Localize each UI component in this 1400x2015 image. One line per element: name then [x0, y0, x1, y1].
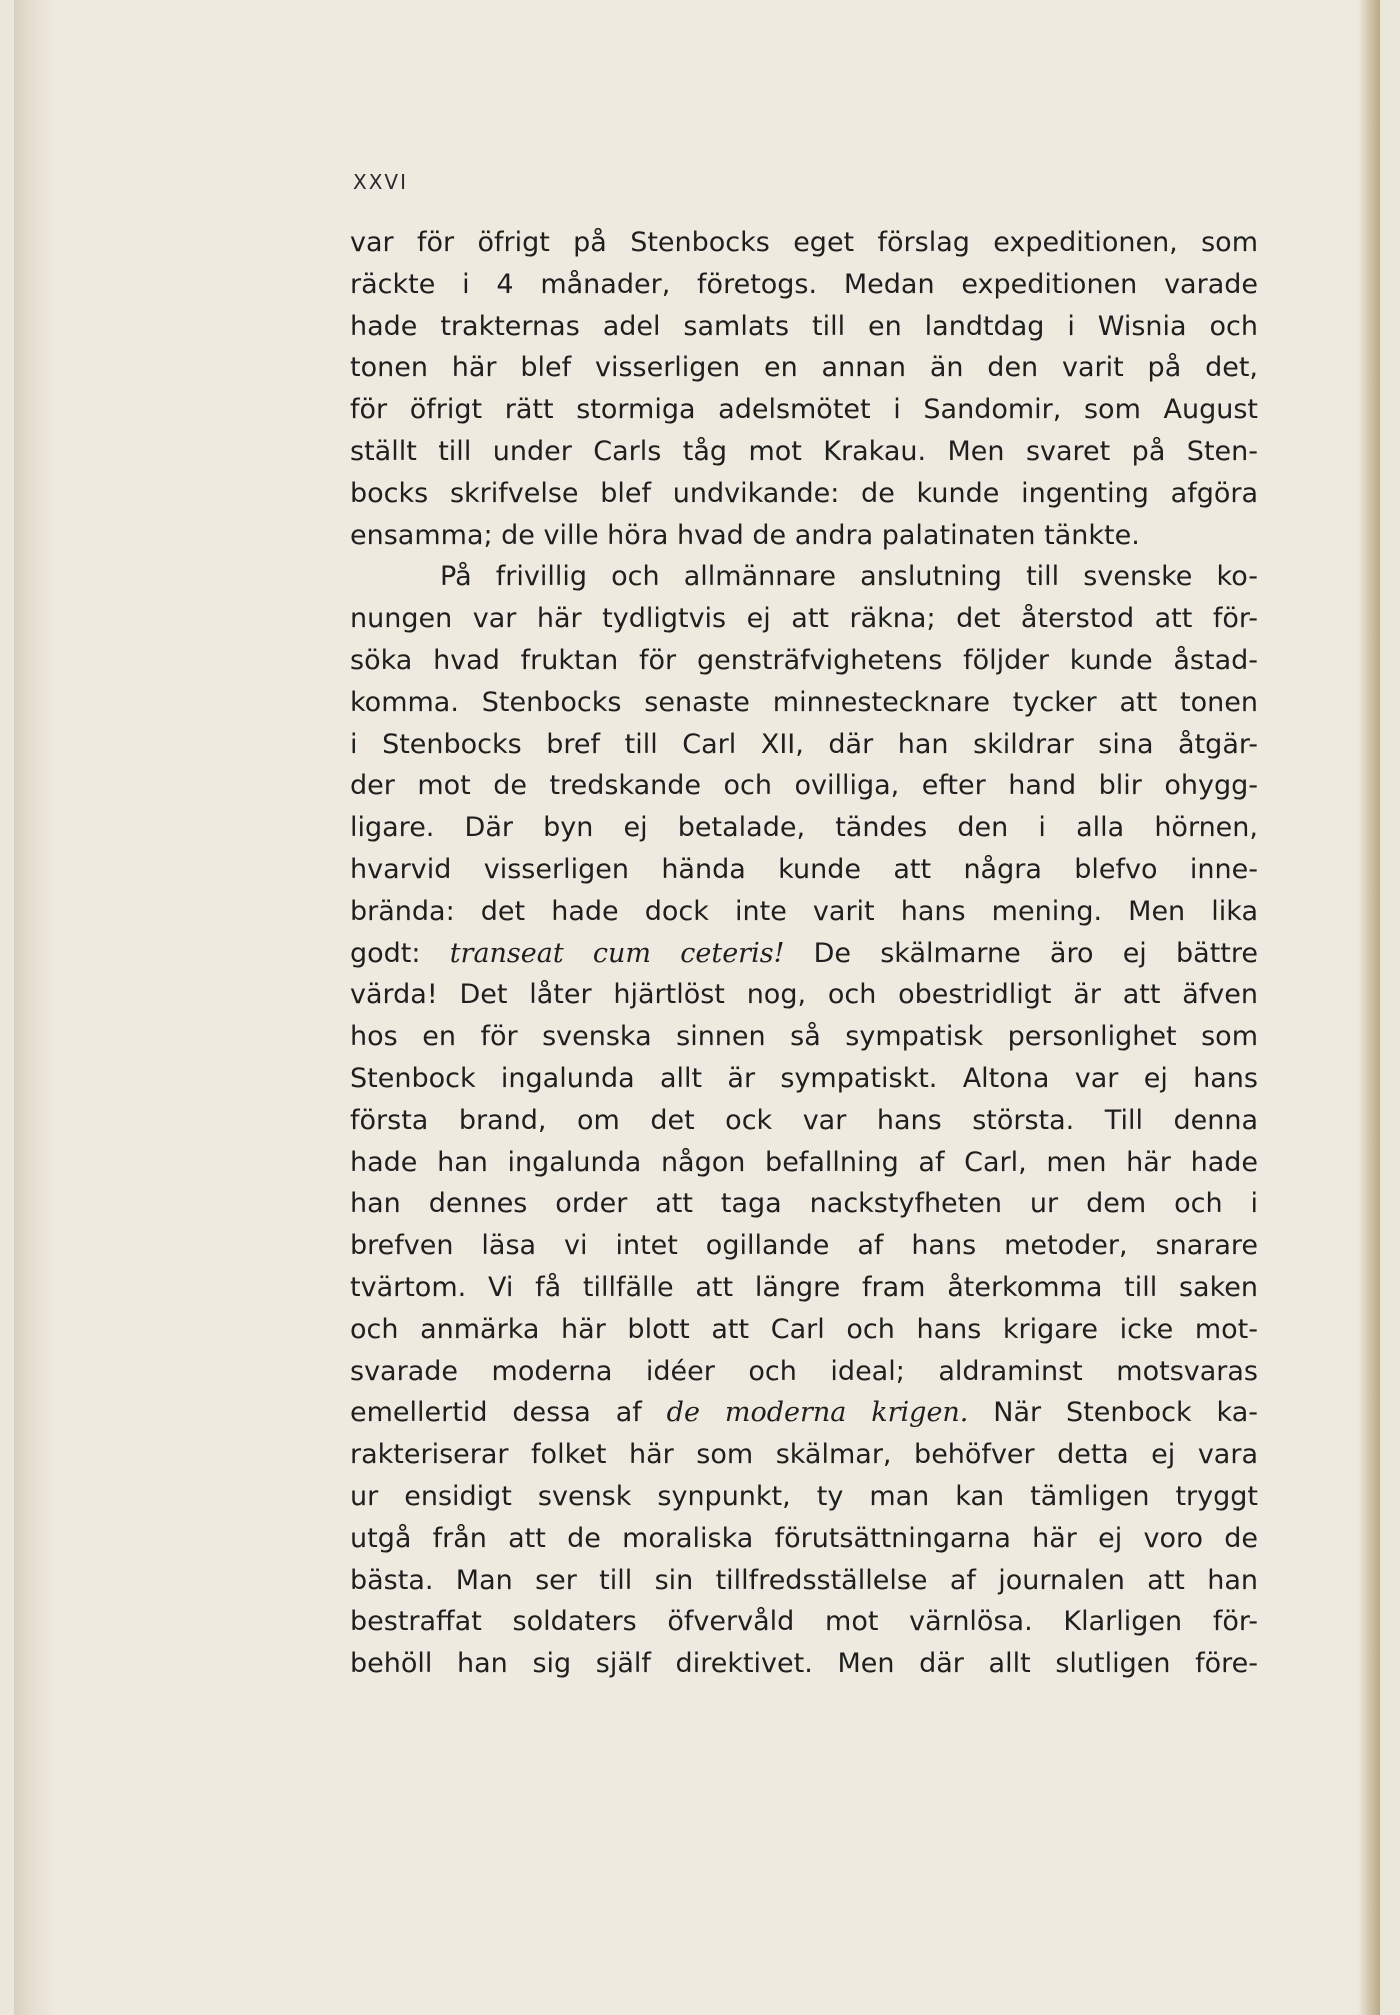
text-line	[350, 1476, 1258, 1518]
text-segment: räckte i 4 månader, företogs. Medan expeditionen varade	[350, 268, 1258, 300]
text-line	[350, 431, 1258, 473]
text-line	[350, 891, 1258, 933]
text-segment: tonen här blef visserligen en annan än den varit på det,	[350, 352, 1258, 384]
text-segment: hvarvid visserligen hända kunde att några blefvo inne-	[350, 853, 1258, 885]
page-edge-shadow	[1358, 0, 1380, 2015]
text-segment: första brand, om det ock var hans största. Till denna	[350, 1104, 1258, 1136]
page-gutter-shadow	[14, 0, 56, 2015]
text-segment: nungen var här tydligtvis ej att räkna; det återstod att för-	[350, 603, 1258, 635]
text-line	[350, 1351, 1258, 1393]
text-line	[350, 1142, 1258, 1184]
text-segment: söka hvad fruktan för gensträfvighetens följder kunde åstad-	[350, 644, 1258, 676]
text-line	[350, 1225, 1258, 1267]
text-line	[350, 974, 1258, 1016]
text-segment: rakteriserar folket här som skälmar, behöfver detta ej vara	[350, 1439, 1258, 1471]
body-text	[350, 222, 1258, 1685]
text-line	[350, 1560, 1258, 1602]
text-segment: godt:	[350, 937, 450, 969]
text-line	[350, 724, 1258, 766]
text-segment: svarade moderna idéer och ideal; aldraminst motsvaras	[350, 1355, 1258, 1387]
text-segment: hos en för svenska sinnen så sympatisk personlighet som	[350, 1021, 1258, 1053]
text-line	[350, 347, 1258, 389]
text-line	[350, 640, 1258, 682]
text-line	[350, 1518, 1258, 1560]
text-line	[350, 1016, 1258, 1058]
italic-text: transeat cum ceteris!	[449, 937, 785, 969]
text-segment: emellertid dessa af	[350, 1397, 667, 1429]
text-segment: i Stenbocks bref till Carl XII, där han skildrar sina åtgär-	[350, 728, 1258, 760]
text-segment: för öfrigt rätt stormiga adelsmötet i Sandomir, som August	[350, 394, 1258, 426]
text-segment: komma. Stenbocks senaste minnestecknare tycker att tonen	[350, 686, 1258, 718]
text-segment: brefven läsa vi intet ogillande af hans metoder, snarare	[350, 1230, 1258, 1262]
text-line	[350, 556, 1258, 598]
text-segment: bestraffat soldaters öfvervåld mot värnlösa. Klarligen för-	[350, 1606, 1258, 1638]
page-number: XXVI	[353, 170, 408, 194]
text-line	[350, 1434, 1258, 1476]
text-segment: var för öfrigt på Stenbocks eget förslag expeditionen, som	[350, 227, 1258, 258]
text-line	[350, 473, 1258, 515]
text-line	[350, 389, 1258, 431]
text-segment: Stenbock ingalunda allt är sympatiskt. Altona var ej hans	[350, 1062, 1258, 1094]
text-line	[350, 807, 1258, 849]
text-line	[350, 1183, 1258, 1225]
text-line	[350, 1643, 1258, 1685]
text-segment: De skälmarne äro ej bättre	[784, 937, 1258, 969]
text-segment: ensamma; de ville höra hvad de andra palatinaten tänkte.	[350, 519, 1140, 551]
text-line	[350, 1100, 1258, 1142]
italic-text: de moderna krigen.	[666, 1397, 969, 1429]
text-segment: der mot de tredskande och ovilliga, efter hand blir ohygg-	[350, 770, 1258, 802]
text-segment: hade han ingalunda någon befallning af Carl, men här hade	[350, 1146, 1258, 1178]
text-segment: han dennes order att taga nackstyfheten ur dem och i	[350, 1188, 1258, 1220]
text-segment: och anmärka här blott att Carl och hans krigare icke mot-	[350, 1313, 1258, 1345]
text-line	[350, 1267, 1258, 1309]
text-segment: bästa. Man ser till sin tillfredsställelse af journalen att han	[350, 1564, 1258, 1596]
text-segment: utgå från att de moraliska förutsättningarna här ej voro de	[350, 1522, 1258, 1554]
text-line	[350, 598, 1258, 640]
text-line	[350, 222, 1258, 264]
text-segment: brända: det hade dock inte varit hans mening. Men lika	[350, 895, 1258, 927]
text-line	[350, 1058, 1258, 1100]
text-line	[350, 1601, 1258, 1643]
text-line	[350, 264, 1258, 306]
text-line	[350, 849, 1258, 891]
text-line	[350, 1309, 1258, 1351]
text-line	[350, 1392, 1258, 1434]
text-segment: hade trakternas adel samlats till en landtdag i Wisnia och	[350, 310, 1258, 342]
text-segment: värda! Det låter hjärtlöst nog, och obestridligt är att äfven	[350, 979, 1258, 1011]
text-segment: På frivillig och allmännare anslutning till svenske ko-	[440, 561, 1258, 593]
text-segment: ur ensidigt svensk synpunkt, ty man kan tämligen tryggt	[350, 1480, 1258, 1512]
text-line	[350, 765, 1258, 807]
text-segment: När Stenbock ka-	[968, 1397, 1258, 1429]
text-segment: ligare. Där byn ej betalade, tändes den i alla hörnen,	[350, 812, 1258, 844]
text-segment: bocks skrifvelse blef undvikande: de kunde ingenting afgöra	[350, 477, 1258, 509]
text-segment: ställt till under Carls tåg mot Krakau. Men svaret på Sten-	[350, 435, 1258, 467]
text-line	[350, 933, 1258, 975]
text-segment: tvärtom. Vi få tillfälle att längre fram återkomma till saken	[350, 1271, 1258, 1303]
text-line	[350, 515, 1258, 557]
text-line	[350, 682, 1258, 724]
text-line	[350, 306, 1258, 348]
text-segment: behöll han sig själf direktivet. Men där allt slutligen före-	[350, 1648, 1258, 1680]
